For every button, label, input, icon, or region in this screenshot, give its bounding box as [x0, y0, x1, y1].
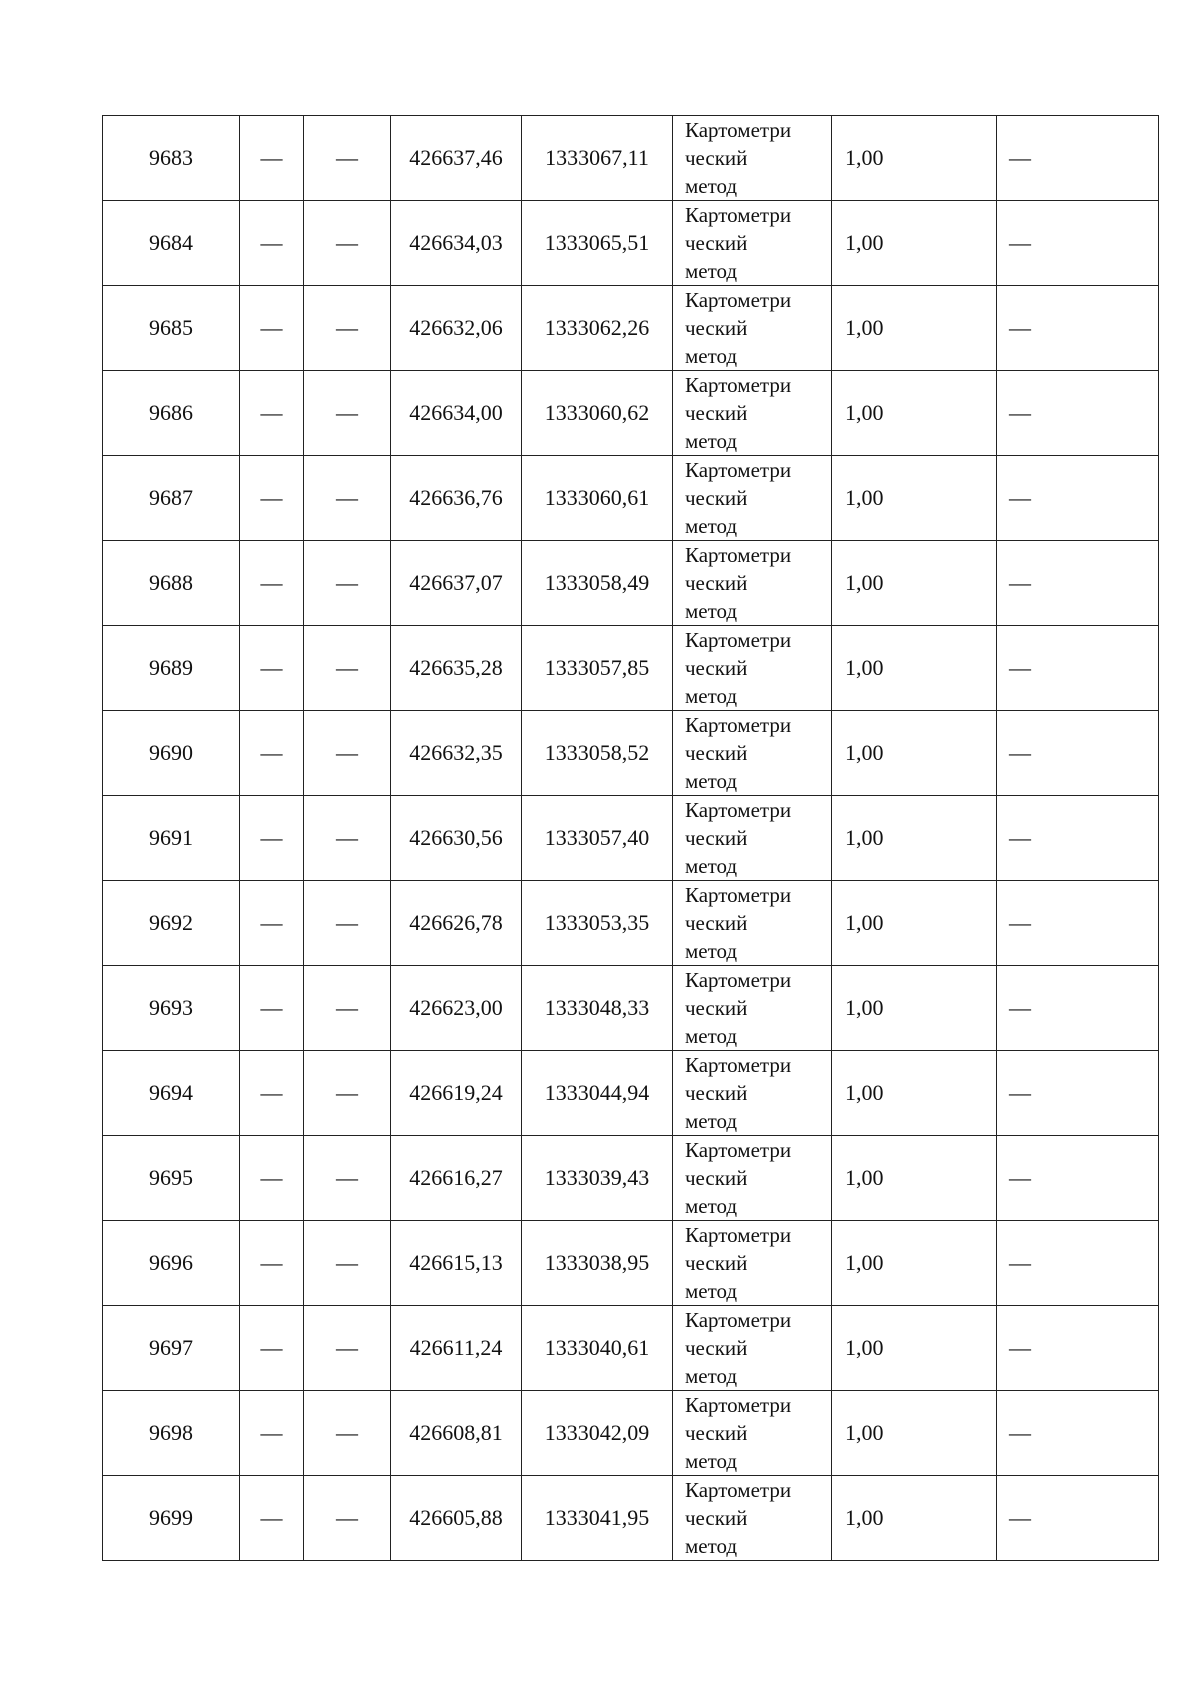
method-text-line: Картометри [685, 118, 792, 142]
method-text-line: ческий [685, 316, 748, 340]
method-text-line: ческий [685, 146, 748, 170]
method-text-line: метод [685, 344, 738, 368]
x-coordinate-cell: 426634,03 [391, 201, 522, 286]
accuracy-cell: 1,00 [832, 881, 997, 966]
empty-value-cell: — [304, 116, 391, 201]
table-row [103, 1221, 1159, 1306]
method-text-line: Картометри [685, 798, 792, 822]
table-row [103, 1391, 1159, 1476]
empty-value-cell: — [240, 1051, 304, 1136]
method-text-line: Картометри [685, 1053, 792, 1077]
x-coordinate-cell: 426605,88 [391, 1476, 522, 1561]
method-text-line: Картометри [685, 713, 792, 737]
empty-value-cell: — [240, 1306, 304, 1391]
accuracy-cell: 1,00 [832, 1391, 997, 1476]
y-coordinate-cell: 1333041,95 [522, 1476, 673, 1561]
y-coordinate-cell: 1333060,62 [522, 371, 673, 456]
empty-value-cell: — [240, 1221, 304, 1306]
empty-value-cell: — [304, 796, 391, 881]
empty-value-cell: — [997, 966, 1159, 1051]
method-cell [673, 1051, 832, 1136]
empty-value-cell: — [304, 286, 391, 371]
point-number-cell: 9683 [103, 116, 240, 201]
x-coordinate-cell: 426623,00 [391, 966, 522, 1051]
accuracy-cell: 1,00 [832, 711, 997, 796]
method-text-line: Картометри [685, 883, 792, 907]
method-text-line: метод [685, 1279, 738, 1303]
y-coordinate-cell: 1333057,85 [522, 626, 673, 711]
empty-value-cell: — [304, 456, 391, 541]
point-number-cell: 9691 [103, 796, 240, 881]
method-text-line: метод [685, 939, 738, 963]
x-coordinate-cell: 426632,35 [391, 711, 522, 796]
accuracy-cell: 1,00 [832, 116, 997, 201]
method-cell [673, 796, 832, 881]
x-coordinate-cell: 426634,00 [391, 371, 522, 456]
empty-value-cell: — [997, 116, 1159, 201]
table-row [103, 456, 1159, 541]
table-row [103, 966, 1159, 1051]
accuracy-cell: 1,00 [832, 201, 997, 286]
empty-value-cell: — [304, 1221, 391, 1306]
empty-value-cell: — [304, 966, 391, 1051]
empty-value-cell: — [304, 881, 391, 966]
method-text-line: ческий [685, 1506, 748, 1530]
method-text-line: метод [685, 1534, 738, 1558]
empty-value-cell: — [240, 371, 304, 456]
method-text-line: ческий [685, 826, 748, 850]
y-coordinate-cell: 1333067,11 [522, 116, 673, 201]
method-text-line: Картометри [685, 203, 792, 227]
y-coordinate-cell: 1333042,09 [522, 1391, 673, 1476]
empty-value-cell: — [997, 201, 1159, 286]
table-row [103, 1051, 1159, 1136]
point-number-cell: 9685 [103, 286, 240, 371]
method-text-line: метод [685, 769, 738, 793]
point-number-cell: 9696 [103, 1221, 240, 1306]
method-text-line: ческий [685, 1421, 748, 1445]
method-text-line: ческий [685, 911, 748, 935]
method-text-line: ческий [685, 741, 748, 765]
empty-value-cell: — [997, 1391, 1159, 1476]
accuracy-cell: 1,00 [832, 1306, 997, 1391]
empty-value-cell: — [240, 456, 304, 541]
empty-value-cell: — [997, 371, 1159, 456]
empty-value-cell: — [240, 1476, 304, 1561]
point-number-cell: 9693 [103, 966, 240, 1051]
accuracy-cell: 1,00 [832, 541, 997, 626]
method-cell [673, 966, 832, 1051]
table-row [103, 201, 1159, 286]
x-coordinate-cell: 426615,13 [391, 1221, 522, 1306]
method-text-line: Картометри [685, 1308, 792, 1332]
method-text-line: ческий [685, 656, 748, 680]
empty-value-cell: — [240, 286, 304, 371]
empty-value-cell: — [304, 711, 391, 796]
method-text-line: Картометри [685, 968, 792, 992]
method-cell [673, 1221, 832, 1306]
empty-value-cell: — [304, 541, 391, 626]
y-coordinate-cell: 1333039,43 [522, 1136, 673, 1221]
y-coordinate-cell: 1333038,95 [522, 1221, 673, 1306]
accuracy-cell: 1,00 [832, 456, 997, 541]
x-coordinate-cell: 426637,07 [391, 541, 522, 626]
empty-value-cell: — [997, 286, 1159, 371]
x-coordinate-cell: 426616,27 [391, 1136, 522, 1221]
point-number-cell: 9692 [103, 881, 240, 966]
x-coordinate-cell: 426626,78 [391, 881, 522, 966]
point-number-cell: 9694 [103, 1051, 240, 1136]
accuracy-cell: 1,00 [832, 1136, 997, 1221]
empty-value-cell: — [997, 711, 1159, 796]
empty-value-cell: — [304, 1306, 391, 1391]
y-coordinate-cell: 1333040,61 [522, 1306, 673, 1391]
empty-value-cell: — [997, 1476, 1159, 1561]
method-text-line: Картометри [685, 1478, 792, 1502]
y-coordinate-cell: 1333044,94 [522, 1051, 673, 1136]
method-text-line: ческий [685, 1166, 748, 1190]
empty-value-cell: — [240, 541, 304, 626]
empty-value-cell: — [304, 626, 391, 711]
empty-value-cell: — [304, 371, 391, 456]
method-text-line: ческий [685, 1336, 748, 1360]
x-coordinate-cell: 426636,76 [391, 456, 522, 541]
accuracy-cell: 1,00 [832, 1476, 997, 1561]
method-text-line: метод [685, 1364, 738, 1388]
table-row [103, 1136, 1159, 1221]
point-number-cell: 9699 [103, 1476, 240, 1561]
method-cell [673, 286, 832, 371]
empty-value-cell: — [997, 1051, 1159, 1136]
empty-value-cell: — [240, 881, 304, 966]
table-row [103, 1306, 1159, 1391]
point-number-cell: 9697 [103, 1306, 240, 1391]
y-coordinate-cell: 1333060,61 [522, 456, 673, 541]
point-number-cell: 9690 [103, 711, 240, 796]
method-cell [673, 541, 832, 626]
empty-value-cell: — [240, 1391, 304, 1476]
table-row [103, 711, 1159, 796]
method-cell [673, 711, 832, 796]
method-cell [673, 1136, 832, 1221]
table-row [103, 626, 1159, 711]
accuracy-cell: 1,00 [832, 626, 997, 711]
empty-value-cell: — [997, 1136, 1159, 1221]
table-row [103, 881, 1159, 966]
method-text-line: Картометри [685, 1393, 792, 1417]
method-cell [673, 1306, 832, 1391]
y-coordinate-cell: 1333058,52 [522, 711, 673, 796]
y-coordinate-cell: 1333053,35 [522, 881, 673, 966]
method-text-line: ческий [685, 1251, 748, 1275]
point-number-cell: 9688 [103, 541, 240, 626]
table-row [103, 1476, 1159, 1561]
method-text-line: Картометри [685, 1138, 792, 1162]
table-row [103, 541, 1159, 626]
accuracy-cell: 1,00 [832, 1221, 997, 1306]
method-text-line: Картометри [685, 288, 792, 312]
method-cell [673, 456, 832, 541]
table-row [103, 796, 1159, 881]
method-text-line: ческий [685, 231, 748, 255]
method-text-line: Картометри [685, 628, 792, 652]
method-text-line: метод [685, 854, 738, 878]
method-text-line: метод [685, 684, 738, 708]
x-coordinate-cell: 426611,24 [391, 1306, 522, 1391]
x-coordinate-cell: 426630,56 [391, 796, 522, 881]
point-number-cell: 9698 [103, 1391, 240, 1476]
y-coordinate-cell: 1333065,51 [522, 201, 673, 286]
method-text-line: Картометри [685, 458, 792, 482]
method-cell [673, 881, 832, 966]
empty-value-cell: — [240, 1136, 304, 1221]
empty-value-cell: — [304, 1136, 391, 1221]
method-cell [673, 201, 832, 286]
table-body [103, 116, 1159, 1561]
method-text-line: метод [685, 174, 738, 198]
method-text-line: метод [685, 599, 738, 623]
method-text-line: метод [685, 1024, 738, 1048]
accuracy-cell: 1,00 [832, 1051, 997, 1136]
method-text-line: метод [685, 1109, 738, 1133]
accuracy-cell: 1,00 [832, 796, 997, 881]
empty-value-cell: — [304, 201, 391, 286]
empty-value-cell: — [240, 711, 304, 796]
point-number-cell: 9695 [103, 1136, 240, 1221]
y-coordinate-cell: 1333058,49 [522, 541, 673, 626]
point-number-cell: 9689 [103, 626, 240, 711]
table-row [103, 116, 1159, 201]
method-cell [673, 1476, 832, 1561]
accuracy-cell: 1,00 [832, 371, 997, 456]
empty-value-cell: — [240, 966, 304, 1051]
method-text-line: метод [685, 429, 738, 453]
empty-value-cell: — [304, 1051, 391, 1136]
empty-value-cell: — [304, 1391, 391, 1476]
empty-value-cell: — [997, 626, 1159, 711]
empty-value-cell: — [304, 1476, 391, 1561]
x-coordinate-cell: 426635,28 [391, 626, 522, 711]
empty-value-cell: — [240, 626, 304, 711]
empty-value-cell: — [997, 1221, 1159, 1306]
point-number-cell: 9687 [103, 456, 240, 541]
method-text-line: ческий [685, 1081, 748, 1105]
table-row [103, 371, 1159, 456]
method-cell [673, 626, 832, 711]
empty-value-cell: — [997, 881, 1159, 966]
empty-value-cell: — [240, 201, 304, 286]
method-text-line: ческий [685, 996, 748, 1020]
method-text-line: ческий [685, 571, 748, 595]
empty-value-cell: — [997, 541, 1159, 626]
method-text-line: Картометри [685, 1223, 792, 1247]
coordinates-table [102, 115, 1159, 1561]
method-text-line: Картометри [685, 543, 792, 567]
table-row [103, 286, 1159, 371]
method-cell [673, 116, 832, 201]
x-coordinate-cell: 426619,24 [391, 1051, 522, 1136]
method-cell [673, 1391, 832, 1476]
method-text-line: метод [685, 259, 738, 283]
method-cell [673, 371, 832, 456]
point-number-cell: 9684 [103, 201, 240, 286]
empty-value-cell: — [240, 796, 304, 881]
method-text-line: ческий [685, 486, 748, 510]
empty-value-cell: — [997, 456, 1159, 541]
y-coordinate-cell: 1333062,26 [522, 286, 673, 371]
y-coordinate-cell: 1333048,33 [522, 966, 673, 1051]
y-coordinate-cell: 1333057,40 [522, 796, 673, 881]
point-number-cell: 9686 [103, 371, 240, 456]
method-text-line: метод [685, 1449, 738, 1473]
empty-value-cell: — [997, 796, 1159, 881]
accuracy-cell: 1,00 [832, 966, 997, 1051]
method-text-line: метод [685, 514, 738, 538]
empty-value-cell: — [240, 116, 304, 201]
x-coordinate-cell: 426637,46 [391, 116, 522, 201]
accuracy-cell: 1,00 [832, 286, 997, 371]
x-coordinate-cell: 426608,81 [391, 1391, 522, 1476]
method-text-line: ческий [685, 401, 748, 425]
x-coordinate-cell: 426632,06 [391, 286, 522, 371]
method-text-line: метод [685, 1194, 738, 1218]
method-text-line: Картометри [685, 373, 792, 397]
empty-value-cell: — [997, 1306, 1159, 1391]
